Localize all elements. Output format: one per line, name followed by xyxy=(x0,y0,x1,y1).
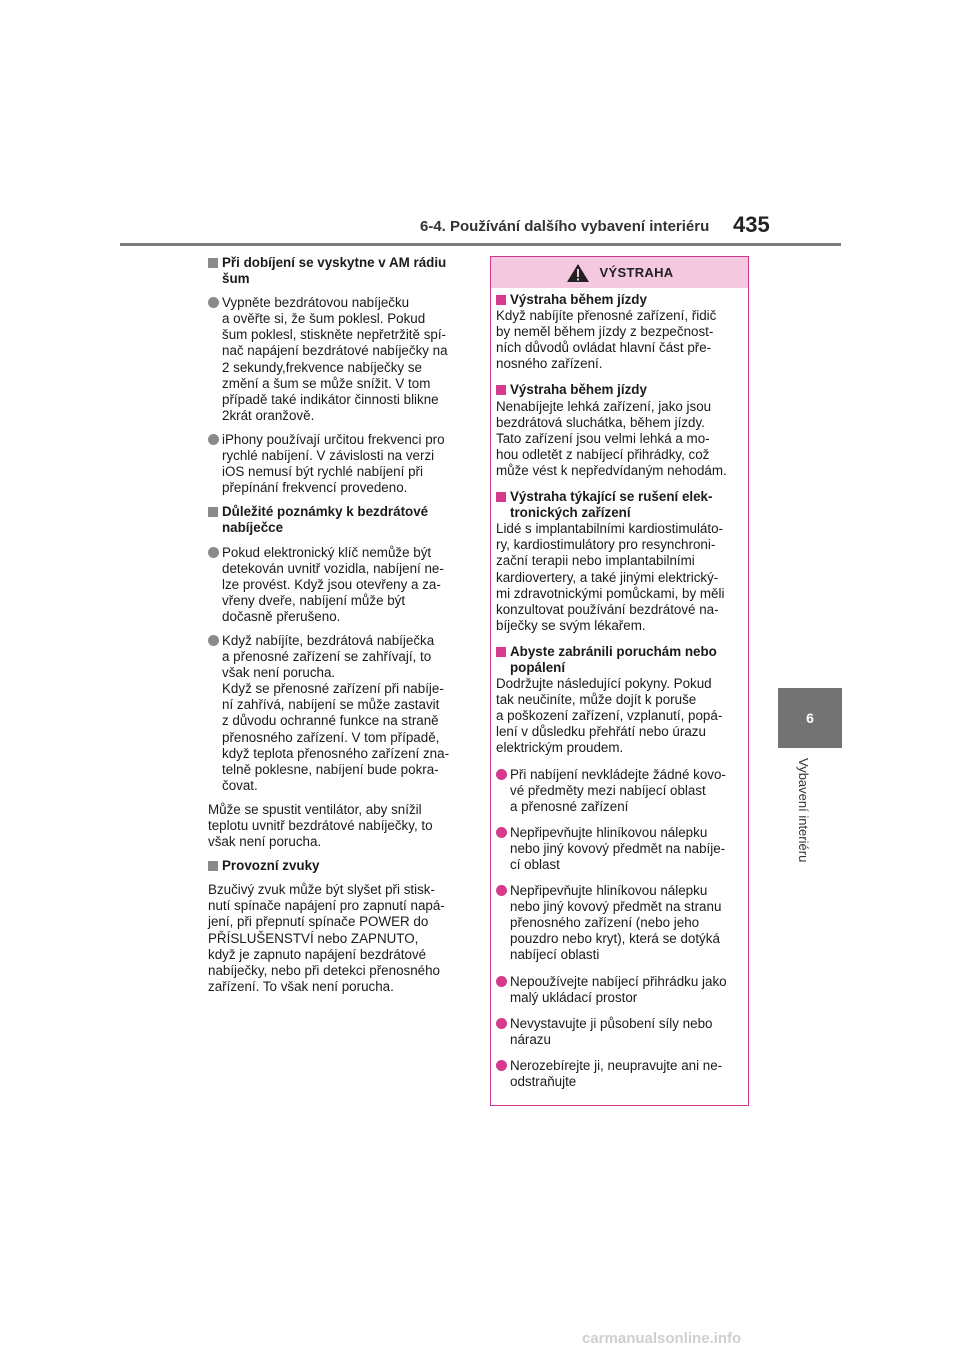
list-item: iPhony používají určitou frekvenci pro rychlé nabíjení. V závislosti na verzi iOS nemusí být rychlé nabíjení při přepínání frekvencí provedeno. xyxy=(208,432,470,496)
warning-section: Abyste zabránili poruchám nebo popálení Dodržujte následující pokyny. Pokud tak neučiníte, může dojít k poruše a poškození zařízení, vzplanutí, popá- lení v důsledku přehřátí nebo úrazu elektrickým proudem. xyxy=(496,643,723,756)
round-bullet-icon xyxy=(496,885,507,896)
paragraph-buzz: Bzučivý zvuk může být slyšet při stisk- nutí spínače napájení pro zapnutí napá- jení, při přepnutí spínače POWER do PŘÍSLUŠENSTVÍ nebo ZAPNUTO, když je zapnuto napájení bezdrátové nabíječky, nebo při detekci přenosného zařízení. To však není porucha. xyxy=(208,882,445,994)
square-bullet-icon xyxy=(208,861,218,871)
square-bullet-icon xyxy=(496,295,506,305)
heading-am-noise: Při dobíjení se vyskytne v AM rádiu šum xyxy=(208,255,470,287)
warning-section: Výstraha během jízdy Nenabíjejte lehká zařízení, jako jsou bezdrátová sluchátka, během jízdy. Tato zařízení jsou velmi lehká a mo- hou odletět z nabíjecí přihrádky, což může vést k nepředvídaným nehodám. xyxy=(496,382,727,478)
list-item: Nerozebírejte ji, neupravujte ani ne- odstraňujte xyxy=(496,1058,744,1090)
watermark: carmanualsonline.info xyxy=(582,1330,742,1347)
round-bullet-icon xyxy=(496,827,507,838)
round-bullet-icon xyxy=(496,769,507,780)
warning-section: Výstraha během jízdy Když nabíjíte přenosné zařízení, řidič by neměl během jízdy z bezpečnost- ních důvodů ovládat hlavní část pře- nosného zařízení. xyxy=(496,292,717,372)
warning-header xyxy=(491,257,748,288)
list-item: Při nabíjení nevkládejte žádné kovo- vé předměty mezi nabíjecí oblast a přenosné zařízení xyxy=(496,767,744,815)
square-bullet-icon xyxy=(496,385,506,395)
warning-triangle-icon xyxy=(566,263,590,283)
heading-important-notes: Důležité poznámky k bezdrátové nabíječce xyxy=(208,504,470,536)
main-content xyxy=(208,255,470,1003)
square-bullet-icon xyxy=(208,258,218,268)
square-bullet-icon xyxy=(208,507,218,517)
round-bullet-icon xyxy=(208,434,219,445)
warning-box xyxy=(490,256,749,1106)
round-bullet-icon xyxy=(496,976,507,987)
list-item: Nepřipevňujte hliníkovou nálepku nebo jiný kovový předmět na nabíje- cí oblast xyxy=(496,825,744,873)
chapter-label: Vybavení interiéru xyxy=(796,758,811,863)
list-item: Nepoužívejte nabíjecí přihrádku jako malý ukládací prostor xyxy=(496,974,744,1006)
header-divider xyxy=(120,243,841,246)
list-item: Když nabíjíte, bezdrátová nabíječka a přenosné zařízení se zahřívají, to však není porucha. Když se přenosné zařízení při nabíje- ní zahřívá, nabíjení se může zastavit z důvodu ochranné funkce na straně přenosného zařízení. V tom případě, když teplota přenosného zařízení zna- telně poklesne, nabíjení bude pokra- čovat. xyxy=(208,633,470,794)
round-bullet-icon xyxy=(496,1018,507,1029)
heading-operating-sounds: Provozní zvuky xyxy=(208,858,470,874)
warning-section: Výstraha týkající se rušení elek- tronických zařízení Lidé s implantabilními kardiostimuláto- ry, kardiostimulátory pro resynchroni- zační terapii nebo implantabilními kardiovertery, a také jinými elektrický- mi zdravotnickými pomůckami, by měli konzultovat používání bezdrátové na- bíječky se svým lékařem. xyxy=(496,489,725,633)
list-item: Nevystavujte ji působení síly nebo nárazu xyxy=(496,1016,744,1048)
round-bullet-icon xyxy=(208,635,219,646)
round-bullet-icon xyxy=(208,297,219,308)
chapter-tab: 6 xyxy=(778,688,842,748)
list-item: Pokud elektronický klíč nemůže být detekován uvnitř vozidla, nabíjení ne- lze provést. Když jsou otevřeny a za- vřeny dveře, nabíjení může být dočasně přerušeno. xyxy=(208,545,470,625)
round-bullet-icon xyxy=(208,547,219,558)
square-bullet-icon xyxy=(496,647,506,657)
list-item: Nepřipevňujte hliníkovou nálepku nebo jiný kovový předmět na stranu přenosného zařízení (nebo jeho pouzdro nebo kryt), která se dotýká nabíjecí oblasti xyxy=(496,883,744,963)
paragraph-fan: Může se spustit ventilátor, aby snížil teplotu uvnitř bezdrátové nabíječky, to však není porucha. xyxy=(208,801,433,850)
page-number: 435 xyxy=(733,212,770,237)
section-title: 6-4. Používání dalšího vybavení interiéru xyxy=(420,218,710,235)
square-bullet-icon xyxy=(496,492,506,502)
list-item: Vypněte bezdrátovou nabíječku a ověřte si, že šum poklesl. Pokud šum poklesl, stiskněte nepřetržitě spí- nač napájení bezdrátové nabíječky na 2 sekundy,frekvence nabíječky se změní a šum se může snížit. V tom případě také indikátor činnosti blikne 2krát oranžově. xyxy=(208,295,470,424)
round-bullet-icon xyxy=(496,1060,507,1071)
warning-title: VÝSTRAHA xyxy=(599,265,674,280)
